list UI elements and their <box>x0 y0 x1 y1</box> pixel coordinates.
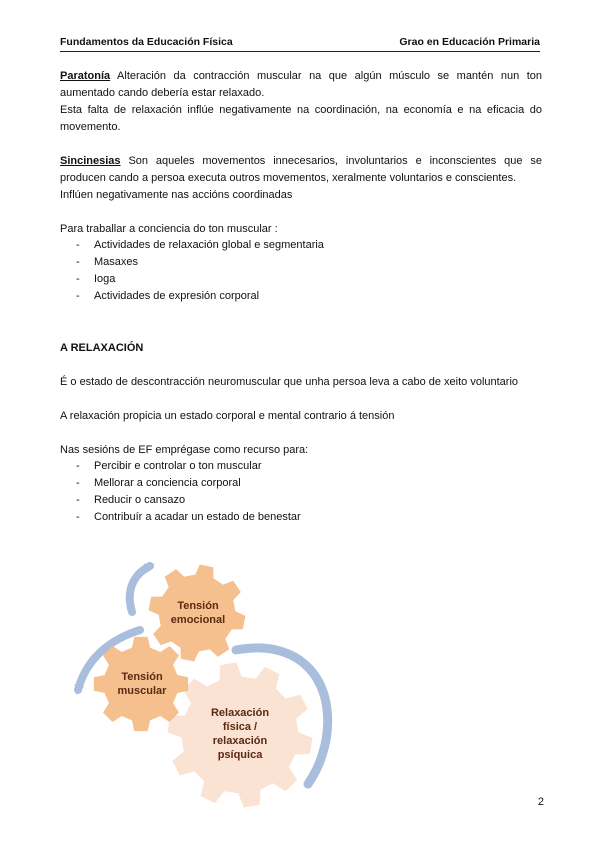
ton-intro: Para traballar a conciencia do ton muscular : <box>60 223 278 235</box>
header-degree-title: Grao en Educación Primaria <box>399 36 540 48</box>
gear-big-label-line1: Relaxación <box>210 707 270 719</box>
list-item: - Contribuír a acadar un estado de benestar <box>60 509 542 526</box>
gear-big-label-line3: relaxación <box>212 735 268 747</box>
gear-tension-emocional <box>149 565 245 661</box>
gear-top-label-line2: emocional <box>170 614 226 626</box>
list-item: - Actividades de expresión corporal <box>60 288 542 305</box>
list-item: - Reducir o cansazo <box>60 492 542 509</box>
relaxacion-definition: É o estado de descontracción neuromuscular que unha persoa leva a cabo de xeito voluntario <box>60 376 519 388</box>
list-item: - Actividades de relaxación global e segmentaria <box>60 237 542 254</box>
sincinesias-definition: Son aqueles movementos innecesarios, involuntarios e inconscientes que se producen cando a persoa executa outros movementos, xeralmente voluntarios e conscientes. <box>60 155 542 184</box>
paratonia-definition: Alteración da contracción muscular na que algún músculo se mantén nun ton aumentado cando debería estar relaxado. <box>60 70 542 99</box>
sincinesias-term: Sincinesias <box>60 155 121 167</box>
paratonia-effect: Esta falta de relaxación inflúe negativamente na coordinación, na economía e na eficacia do movemento. <box>60 104 542 133</box>
gear-big-label-line4: psíquica <box>217 749 263 761</box>
sincinesias-effect: Inflúen negativamente nas accións coordinadas <box>60 189 293 201</box>
paratonia-term: Paratonía <box>60 70 111 82</box>
gear-left-label-line2: muscular <box>117 685 167 697</box>
cycle-arrow-top <box>130 566 150 612</box>
gear-tension-muscular <box>94 637 187 730</box>
gear-big-label-line2: física / <box>222 721 258 733</box>
list-item: - Percibir e controlar o ton muscular <box>60 458 542 475</box>
gear-top-label-line1: Tensión <box>177 600 219 612</box>
section-heading: A RELAXACIÓN <box>60 342 144 354</box>
relaxacion-intro: Nas sesións de EF emprégase como recurso para: <box>60 444 309 456</box>
relaxacion-statement: A relaxación propicia un estado corporal e mental contrario á tensión <box>60 410 395 422</box>
list-item: - Masaxes <box>60 254 542 271</box>
gear-left-label-line1: Tensión <box>121 671 163 683</box>
list-item: - Mellorar a conciencia corporal <box>60 475 542 492</box>
list-item: - Ioga <box>60 271 542 288</box>
header-course-title: Fundamentos da Educación Física <box>60 36 233 48</box>
page-number: 2 <box>537 796 544 808</box>
